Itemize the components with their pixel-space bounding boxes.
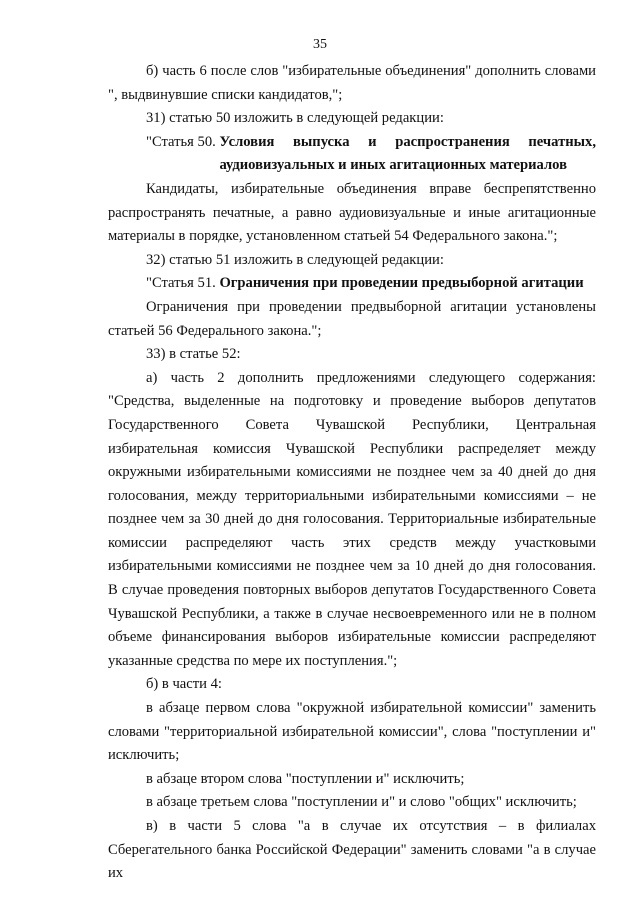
paragraph: б) часть 6 после слов "избирательные объединения" дополнить словами ", выдвинувшие списки кандидатов,"; bbox=[108, 63, 596, 103]
paragraph: в абзаце первом слова "окружной избирательной комиссии" заменить словами "территориальной избирательной комиссии", слова "поступлении и" исключить; bbox=[108, 700, 596, 764]
paragraph: 33) в статье 52: bbox=[146, 346, 241, 363]
paragraph: б) в части 4: bbox=[146, 676, 222, 693]
paragraph: в абзаце третьем слова "поступлении и" и слово "общих" исключить; bbox=[146, 794, 577, 811]
paragraph: в) в части 5 слова "а в случае их отсутствия – в филиалах Сберегательного банка Российской Федерации" заменить словами "а в случае их bbox=[108, 818, 596, 882]
paragraph: Кандидаты, избирательные объединения вправе беспрепятственно распространять печатные, а равно аудиовизуальные и иные агитационные материалы в порядке, установленном статьей 54 Федерального закона."; bbox=[108, 180, 596, 245]
article-number: "Статья 50. bbox=[146, 133, 220, 150]
document-body bbox=[108, 60, 596, 886]
article-title: Ограничения при проведении предвыборной агитации bbox=[219, 275, 584, 292]
article-title: Условия выпуска и распространения печатных, аудиовизуальных и иных агитационных материалов bbox=[219, 133, 596, 174]
paragraph: в абзаце втором слова "поступлении и" исключить; bbox=[146, 770, 465, 787]
article-number: "Статья 51. bbox=[146, 275, 220, 292]
paragraph: Ограничения при проведении предвыборной агитации установлены статьей 56 Федерального закона."; bbox=[108, 298, 596, 339]
page-number: 35 bbox=[313, 37, 327, 52]
paragraph: 32) статью 51 изложить в следующей редакции: bbox=[146, 251, 444, 268]
paragraph: 31) статью 50 изложить в следующей редакции: bbox=[146, 110, 444, 127]
article-heading bbox=[108, 131, 596, 178]
paragraph: а) часть 2 дополнить предложениями следующего содержания: "Средства, выделенные на подготовку и проведение выборов депутатов Государственного Совета Чувашской Республики, Центральная избирательная комиссия Чувашской Республики распределяет между окружными избирательными комиссиями не позднее чем за 40 дней до дня голосования, между территориальными избирательными комиссиями – не позднее чем за 30 дней до дня голосования. Территориальные избирательные комиссии распределяют часть этих средств между участковыми избирательными комиссиями не позднее чем за 10 дней до дня голосования. В случае проведения повторных выборов депутатов Государственного Совета Чувашской Республики, а также в случае несвоевременного или не в полном объеме финансирования выборов избирательные комиссии распределяют указанные средства по мере их поступления."; bbox=[108, 369, 596, 669]
article-heading bbox=[108, 272, 596, 296]
